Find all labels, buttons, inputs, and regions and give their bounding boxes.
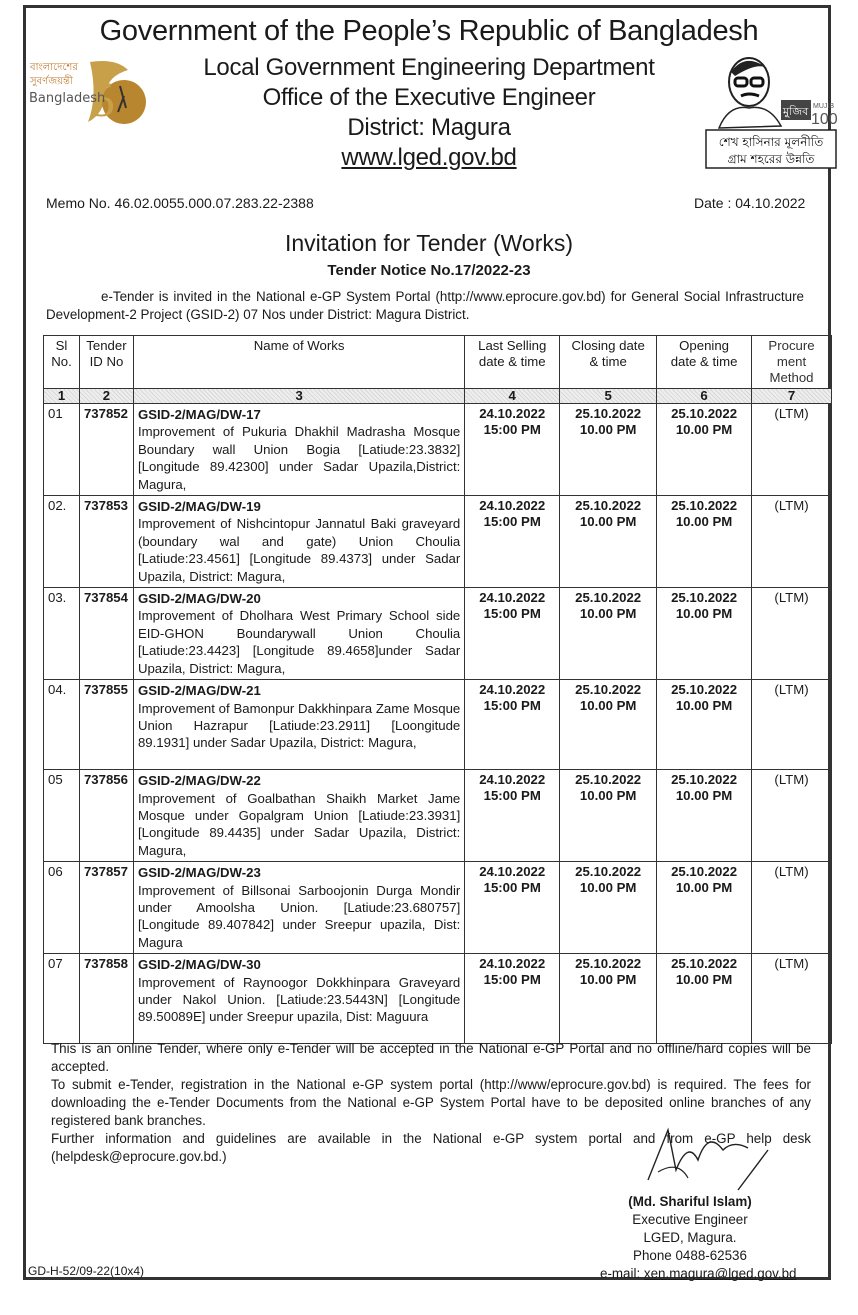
tender-id: 737853 [79, 496, 133, 588]
col-header-last-selling: Last Selling date & time [465, 336, 560, 389]
col-number: 3 [133, 389, 464, 404]
signatory-designation: Executive Engineer [632, 1212, 748, 1227]
work-description: Improvement of Dholhara West Primary School side EID-GHON Boundarywall Union Choulia [Latiude:23.4423] [Longitude 89.4658]under Sadar Upazila, District: Magura, [137, 608, 461, 676]
tender-id: 737858 [79, 954, 133, 1044]
col-number: 2 [79, 389, 133, 404]
last-selling: 24.10.2022 15:00 PM [465, 496, 560, 588]
closing: 25.10.2022 10.00 PM [560, 862, 657, 954]
work-name [133, 588, 464, 680]
sl-no: 01 [44, 404, 80, 496]
opening: 25.10.2022 10.00 PM [657, 588, 752, 680]
district-heading: District: Magura [347, 114, 511, 141]
logo-bn-top: বাংলাদেশের [30, 62, 78, 73]
sl-no: 03. [44, 588, 80, 680]
slogan-line1: শেখ হাসিনার মূলনীতি [718, 135, 824, 149]
page-title: Invitation for Tender (Works) [284, 230, 574, 256]
procurement-method: (LTM) [752, 862, 832, 954]
memo-number: Memo No. 46.02.0055.000.07.283.22-2388 [46, 195, 314, 211]
signature-mark [628, 1120, 778, 1192]
note-registration: To submit e-Tender, registration in the National e-GP system portal (http://www/eprocure.gov.bd) is required. The fees for downloading the e-Tender Documents from the National e-GP System Portal have to be deposited online branches of any registered bank branches. [51, 1077, 811, 1128]
col-number: 5 [560, 389, 657, 404]
tender-id: 737856 [79, 770, 133, 862]
col-number: 4 [465, 389, 560, 404]
work-code: GSID-2/MAG/DW-20 [137, 591, 261, 607]
tender-table [43, 335, 832, 1044]
opening: 25.10.2022 10.00 PM [657, 496, 752, 588]
last-selling: 24.10.2022 15:00 PM [465, 404, 560, 496]
procurement-method: (LTM) [752, 680, 832, 770]
last-selling: 24.10.2022 15:00 PM [465, 954, 560, 1044]
work-name [133, 954, 464, 1044]
opening: 25.10.2022 10.00 PM [657, 954, 752, 1044]
col-number: 7 [752, 389, 832, 404]
slogan-line2: গ্রাম শহরের উন্নতি [727, 152, 815, 166]
mujib-num: 100 [811, 111, 837, 128]
procurement-method: (LTM) [752, 404, 832, 496]
tender-id: 737857 [79, 862, 133, 954]
memo-date: Date : 04.10.2022 [694, 195, 806, 211]
work-code: GSID-2/MAG/DW-23 [137, 865, 261, 881]
work-code: GSID-2/MAG/DW-17 [137, 407, 261, 422]
procurement-method: (LTM) [752, 496, 832, 588]
logo-number: 5 [90, 71, 115, 127]
col-header-procurement: Procure ment Method [752, 336, 832, 389]
table-row [44, 404, 832, 496]
last-selling: 24.10.2022 15:00 PM [465, 770, 560, 862]
column-number-row [44, 389, 832, 404]
closing: 25.10.2022 10.00 PM [560, 680, 657, 770]
col-number: 1 [44, 389, 80, 404]
table-row [44, 862, 832, 954]
logo-bn-mid: সুবর্ণজয়ন্তী [30, 76, 73, 87]
opening: 25.10.2022 10.00 PM [657, 680, 752, 770]
reference-code: GD-H-52/09-22(10x4) [28, 1264, 145, 1278]
work-name [133, 680, 464, 770]
mujib-bn: মুজিব [783, 105, 809, 118]
last-selling: 24.10.2022 15:00 PM [465, 588, 560, 680]
work-name [133, 862, 464, 954]
government-heading: Government of the People’s Republic of Bangladesh [99, 15, 759, 47]
closing: 25.10.2022 10.00 PM [560, 954, 657, 1044]
sl-no: 05 [44, 770, 80, 862]
closing: 25.10.2022 10.00 PM [560, 770, 657, 862]
closing: 25.10.2022 10.00 PM [560, 496, 657, 588]
procurement-method: (LTM) [752, 954, 832, 1044]
tender-id: 737855 [79, 680, 133, 770]
sl-no: 06 [44, 862, 80, 954]
table-header-row [44, 336, 832, 389]
last-selling: 24.10.2022 15:00 PM [465, 680, 560, 770]
email-label: e-mail: [600, 1266, 644, 1281]
signatory-office: LGED, Magura. [643, 1230, 737, 1245]
website-link[interactable]: www.lged.gov.bd [341, 144, 517, 171]
tender-id: 737854 [79, 588, 133, 680]
sl-no: 04. [44, 680, 80, 770]
work-description: Improvement of Goalbathan Shaikh Market Jame Mosque under Gopalgram Union [Latiude:23.3931] [Longitude 89.4435] under Sadar Upazila, District: Magura, [137, 790, 461, 858]
tender-notice-number: Tender Notice No.17/2022-23 [327, 262, 531, 279]
col-header-name-of-works: Name of Works [133, 336, 464, 389]
col-header-sl: Sl No. [44, 336, 80, 389]
work-description: Improvement of Billsonai Sarboojonin Durga Mondir under Amoolsha Union. [Latiude:23.680757] [Longitude 89.407842] under Sreepur upazila, Dist: Magura [137, 882, 461, 950]
opening: 25.10.2022 10.00 PM [657, 862, 752, 954]
table-row [44, 588, 832, 680]
table-row [44, 770, 832, 862]
work-code: GSID-2/MAG/DW-21 [137, 683, 261, 699]
col-header-opening: Opening date & time [657, 336, 752, 389]
signatory-name: (Md. Shariful Islam) [628, 1194, 752, 1209]
closing: 25.10.2022 10.00 PM [560, 404, 657, 496]
last-selling: 24.10.2022 15:00 PM [465, 862, 560, 954]
work-description: Improvement of Bamonpur Dakkhinpara Zame Mosque Union Hazrapur [Latiude:23.2911] [Loongitude 89.1931] under Sadar Upazila, District: Magura, [137, 700, 461, 751]
table-row [44, 954, 832, 1044]
work-code: GSID-2/MAG/DW-22 [137, 773, 261, 789]
table-row [44, 496, 832, 588]
col-header-closing: Closing date & time [560, 336, 657, 389]
note-helpdesk: Further information and guidelines are available in the National e-GP system portal and from e-GP help desk (helpdesk@eprocure.gov.bd.) [51, 1131, 811, 1164]
procurement-method: (LTM) [752, 588, 832, 680]
work-description: Improvement of Nishcintopur Jannatul Baki graveyard (boundary wal and gate) Union Choulia [Latiude:23.4561] [Longitude 89.4373] under Sadar Upazila, District: Magura, [137, 516, 461, 584]
work-code: GSID-2/MAG/DW-19 [137, 499, 261, 515]
work-description: Improvement of Raynoogor Dokkhinpara Graveyard under Nakol Union. [Latiude:23.5443N] [Longitude 89.50089E] under Sreepur upazila, Dist: Maguura [137, 974, 461, 1025]
sl-no: 07 [44, 954, 80, 1044]
office-heading: Office of the Executive Engineer [262, 84, 596, 111]
procurement-method: (LTM) [752, 770, 832, 862]
intro-paragraph: e-Tender is invited in the National e-GP System Portal (http://www.eprocure.gov.bd) for General Social Infrastructure Development-2 Project (GSID-2) 07 Nos under District: Magura District. [46, 289, 804, 322]
opening: 25.10.2022 10.00 PM [657, 770, 752, 862]
work-code: GSID-2/MAG/DW-30 [137, 957, 261, 973]
work-name [133, 496, 464, 588]
department-heading: Local Government Engineering Department [203, 54, 655, 81]
col-header-tender-id: Tender ID No [79, 336, 133, 389]
logo-text: Bangladesh [29, 91, 106, 106]
signatory-phone: Phone 0488-62536 [633, 1248, 747, 1263]
closing: 25.10.2022 10.00 PM [560, 588, 657, 680]
signatory-email-line [600, 1265, 797, 1283]
opening: 25.10.2022 10.00 PM [657, 404, 752, 496]
signatory-block [600, 1193, 797, 1283]
work-name [133, 770, 464, 862]
col-number: 6 [657, 389, 752, 404]
note-online-tender: This is an online Tender, where only e-Tender will be accepted in the National e-GP Portal and no offline/hard copies will be accepted. [51, 1041, 811, 1074]
work-name [133, 404, 464, 496]
mujib-en: MUJIB [813, 103, 834, 110]
work-description: Improvement of Pukuria Dhakhil Madrasha Mosque Boundary wall Union Bogia [Latiude:23.3832] [Longitude 89.42300] under Sadar Upazila,District: Magura, [137, 424, 461, 492]
tender-id: 737852 [79, 404, 133, 496]
email-link[interactable]: xen.magura@lged.gov.bd [643, 1266, 797, 1281]
table-row [44, 680, 832, 770]
sl-no: 02. [44, 496, 80, 588]
